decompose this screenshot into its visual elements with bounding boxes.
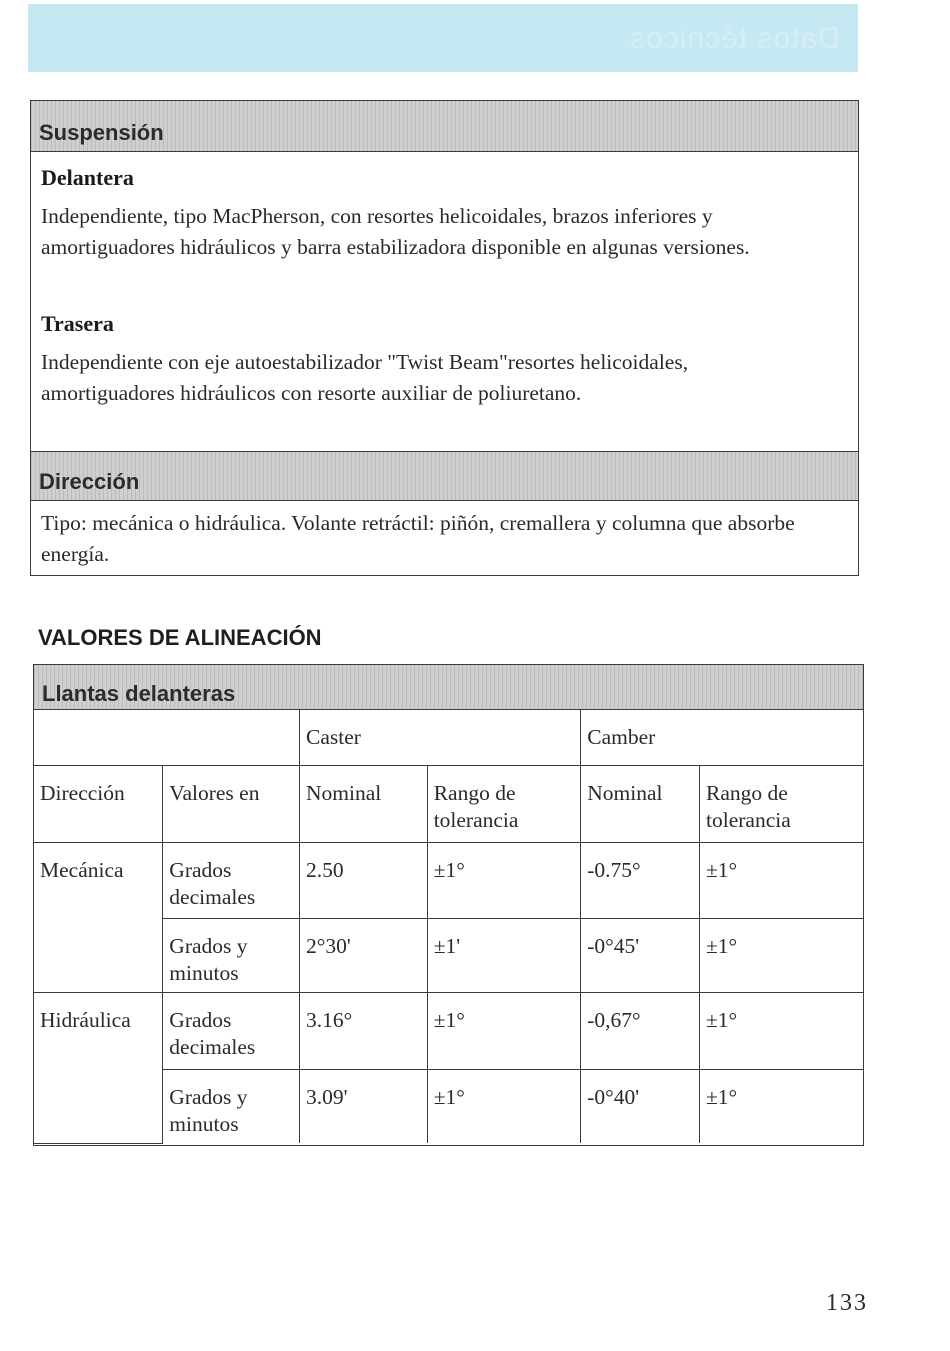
alignment-table: [34, 710, 863, 1144]
table-column-header-row: [34, 765, 863, 842]
units-cell: Grados decimales: [163, 992, 300, 1069]
header-title: Datos técnicos: [629, 22, 840, 55]
suspension-section: [30, 100, 859, 452]
alignment-section-title: VALORES DE ALINEACIÓN: [38, 625, 322, 650]
alignment-table-title: Llantas delanteras: [34, 665, 863, 710]
header-camber-nominal: Nominal: [581, 765, 700, 842]
caster-nominal-cell: 2°30': [300, 918, 428, 992]
caster-range-cell: ±1°: [427, 842, 581, 918]
camber-nominal-cell: -0°45': [581, 918, 700, 992]
suspension-title: Suspensión: [31, 101, 858, 152]
rear-description: Independiente con eje autoestabilizador "Twist Beam"resortes helicoidales, amortiguadores hidráulicos con resorte auxiliar de poliuretano.: [41, 350, 689, 405]
camber-nominal-cell: -0.75°: [581, 842, 700, 918]
table-row: [34, 992, 863, 1069]
caster-range-cell: ±1': [427, 918, 581, 992]
empty-corner-cell: [34, 710, 300, 765]
camber-range-cell: ±1°: [700, 992, 864, 1069]
caster-nominal-cell: 2.50: [300, 842, 428, 918]
camber-range-cell: ±1°: [700, 842, 864, 918]
page-number: 133: [826, 1290, 868, 1316]
header-camber-range: Rango de tolerancia: [700, 765, 864, 842]
steering-title: Dirección: [31, 452, 858, 501]
alignment-table-box: [33, 664, 864, 1146]
table-group-header-row: [34, 710, 863, 765]
caster-range-cell: ±1°: [427, 1069, 581, 1143]
units-cell: Grados y minutos: [163, 1069, 300, 1143]
header-steering: Dirección: [34, 765, 163, 842]
camber-range-cell: ±1°: [700, 918, 864, 992]
header-caster-nominal: Nominal: [300, 765, 428, 842]
front-description: Independiente, tipo MacPherson, con resortes helicoidales, brazos inferiores y amortiguadores hidráulicos y barra estabilizadora disponible en algunas versiones.: [41, 204, 750, 259]
units-cell: Grados decimales: [163, 842, 300, 918]
caster-range-cell: ±1°: [427, 992, 581, 1069]
rear-heading: Trasera: [41, 311, 114, 336]
caster-nominal-cell: 3.09': [300, 1069, 428, 1143]
steering-type-cell: Hidráulica: [34, 992, 163, 1143]
front-heading: Delantera: [41, 165, 134, 190]
steering-type-cell: Mecánica: [34, 842, 163, 992]
camber-nominal-cell: -0,67°: [581, 992, 700, 1069]
caster-group-header: Caster: [300, 710, 581, 765]
steering-section: [30, 451, 859, 576]
camber-nominal-cell: -0°40': [581, 1069, 700, 1143]
header-band: [28, 4, 858, 72]
units-cell: Grados y minutos: [163, 918, 300, 992]
caster-nominal-cell: 3.16°: [300, 992, 428, 1069]
camber-group-header: Camber: [581, 710, 863, 765]
header-units: Valores en: [163, 765, 300, 842]
camber-range-cell: ±1°: [700, 1069, 864, 1143]
table-row: [34, 842, 863, 918]
header-caster-range: Rango de tolerancia: [427, 765, 581, 842]
steering-description: Tipo: mecánica o hidráulica. Volante retráctil: piñón, cremallera y columna que absorbe energía.: [41, 511, 795, 566]
